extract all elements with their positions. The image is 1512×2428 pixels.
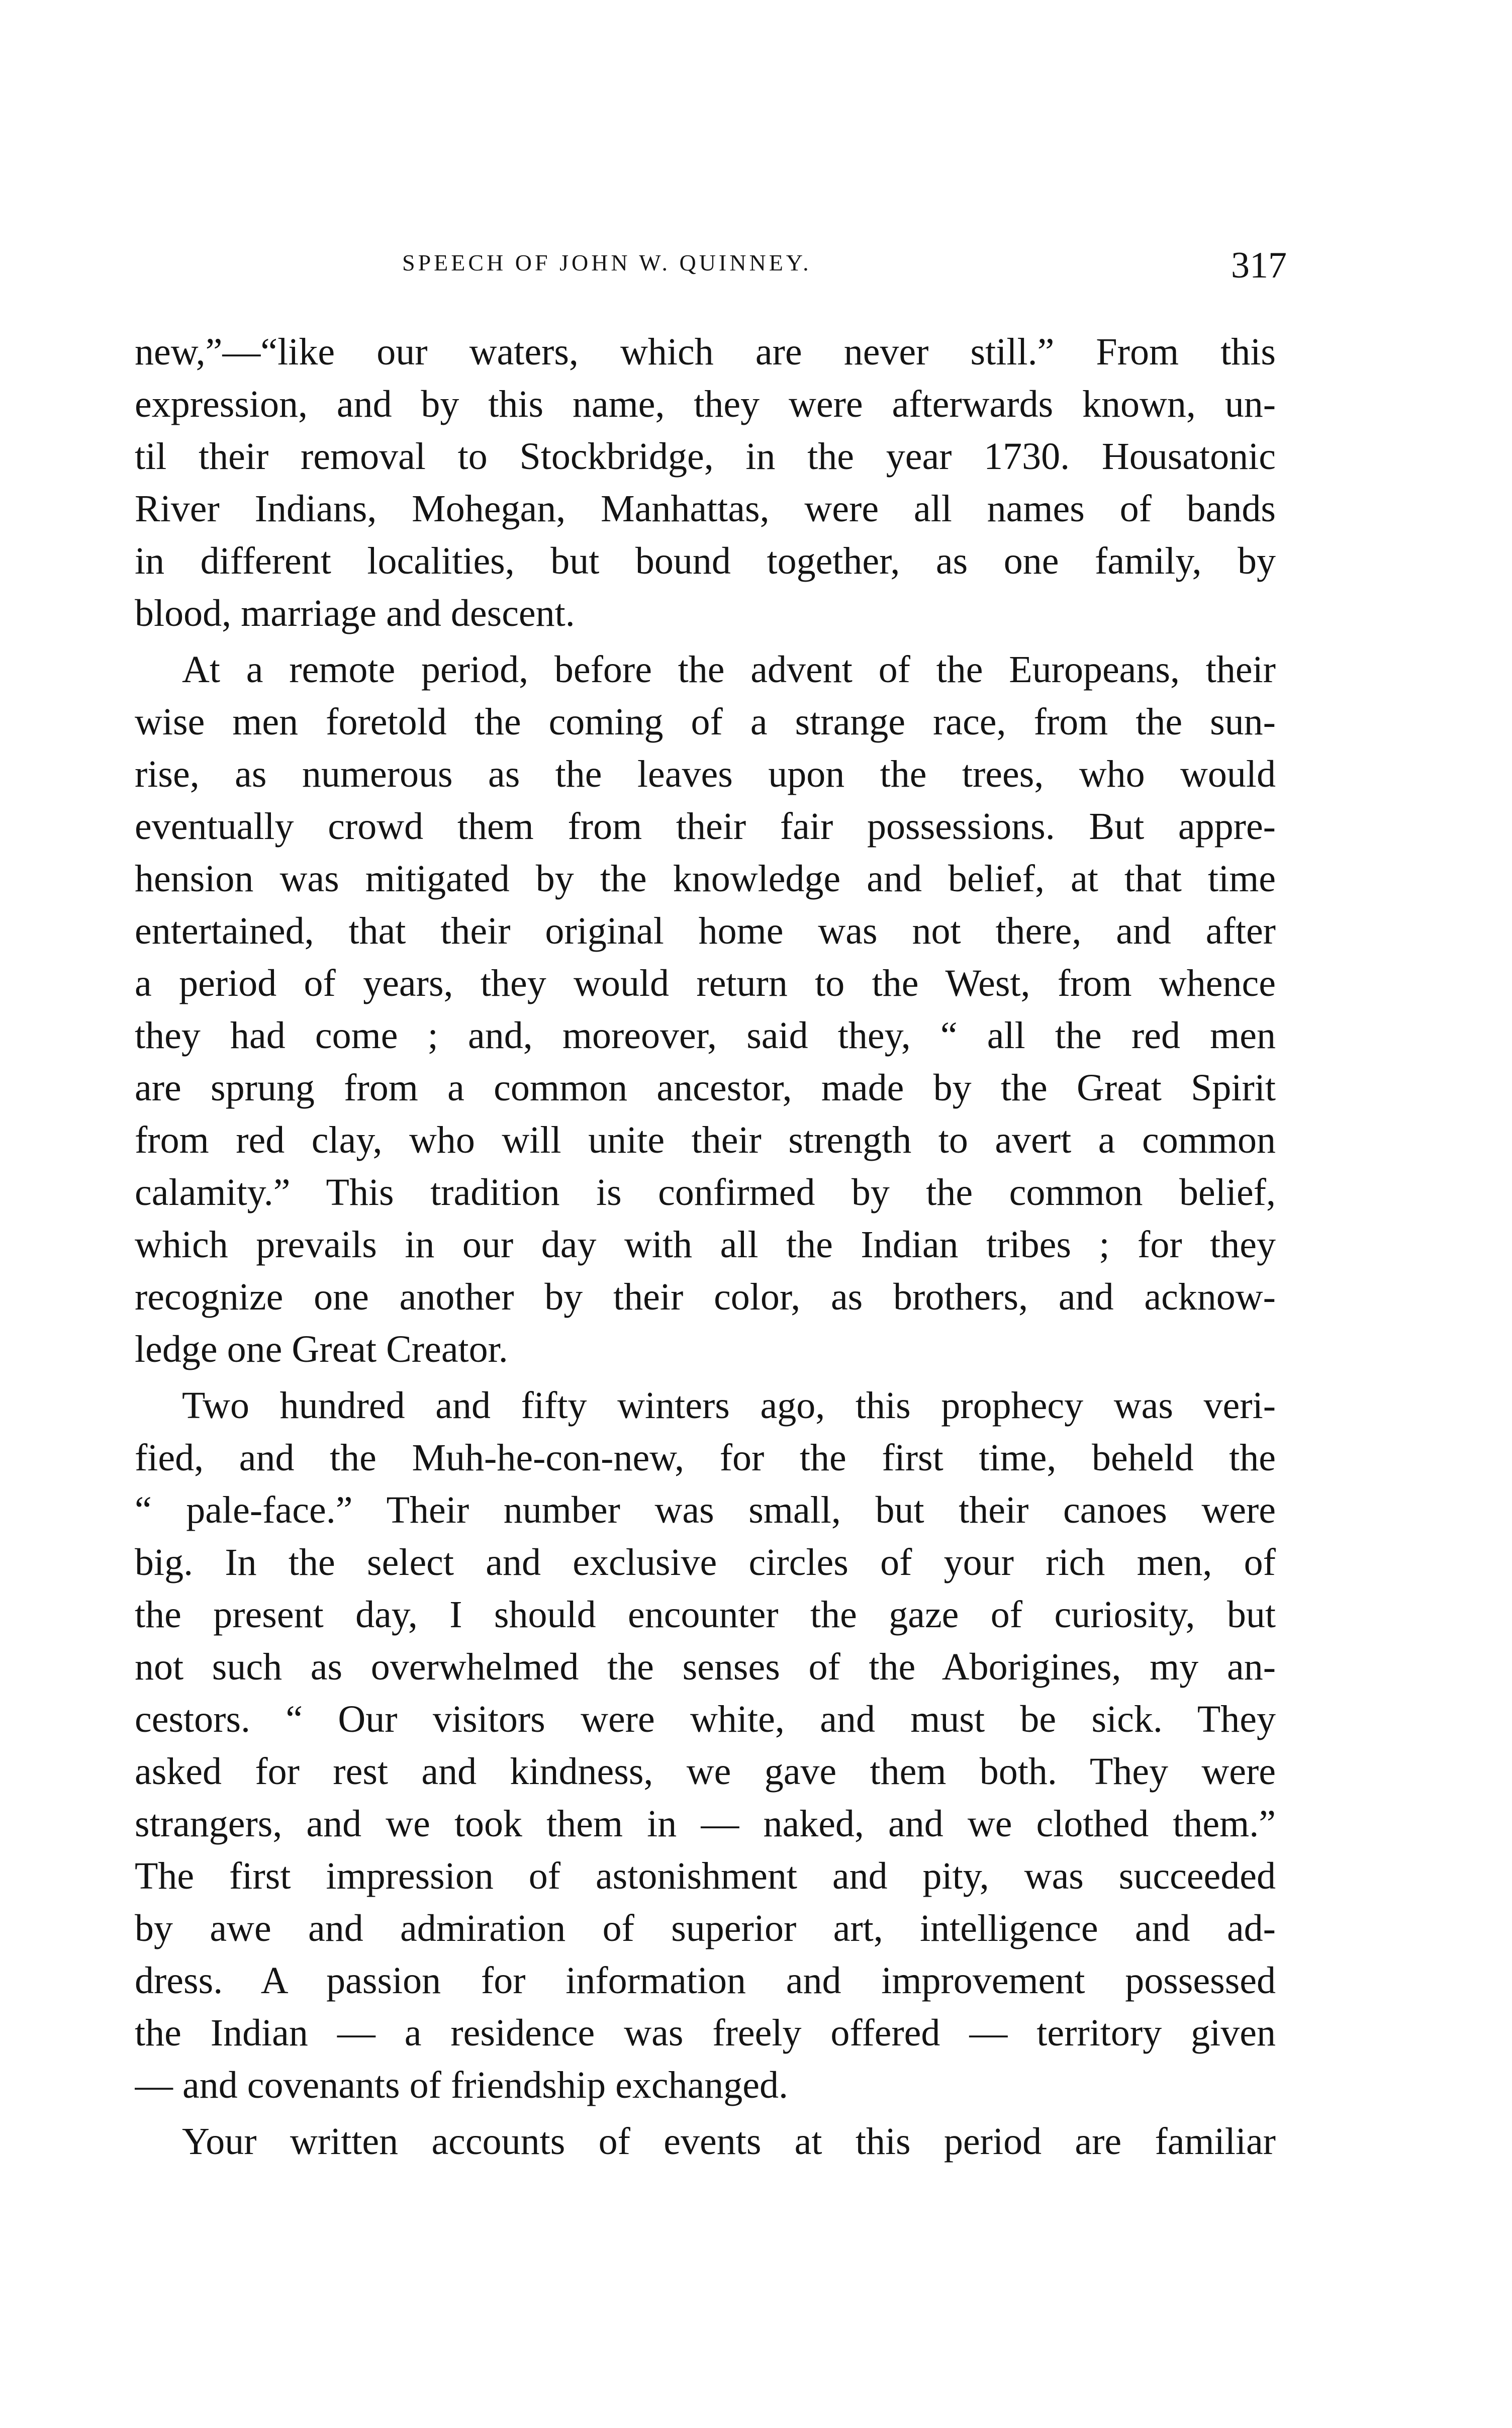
text-line: they had come ; and, moreover, said they, “ all the red men <box>135 1014 1276 1057</box>
text-line: “ pale-face.” Their number was small, but their canoes were <box>135 1489 1276 1531</box>
text-line: a period of years, they would return to the West, from whence <box>135 962 1276 1004</box>
text-line: recognize one another by their color, as brothers, and acknow- <box>135 1276 1276 1318</box>
text-line: blood, marriage and descent. <box>135 592 575 634</box>
running-head <box>131 244 1287 300</box>
text-line: not such as overwhelmed the senses of the Aborigines, my an- <box>135 1646 1276 1688</box>
text-line: asked for rest and kindness, we gave them both. They were <box>135 1750 1276 1793</box>
text-line: new,”—“like our waters, which are never still.” From this <box>135 331 1276 373</box>
text-line: in different localities, but bound together, as one family, by <box>135 540 1276 582</box>
text-line: rise, as numerous as the leaves upon the trees, who would <box>135 753 1276 795</box>
text-line: expression, and by this name, they were afterwards known, un- <box>135 383 1276 425</box>
body-text <box>135 326 1276 2168</box>
paragraph-start-line: Two hundred and fifty winters ago, this prophecy was veri- <box>182 1384 1276 1427</box>
text-line: big. In the select and exclusive circles of your rich men, of <box>135 1541 1276 1583</box>
text-line: ledge one Great Creator. <box>135 1328 508 1370</box>
text-line: — and covenants of friendship exchanged. <box>135 2064 789 2106</box>
page-number: 317 <box>1231 245 1287 286</box>
text-line: eventually crowd them from their fair possessions. But appre- <box>135 805 1276 848</box>
text-line: wise men foretold the coming of a strange race, from the sun- <box>135 701 1276 743</box>
text-line: are sprung from a common ancestor, made by the Great Spirit <box>135 1067 1276 1109</box>
text-line: River Indians, Mohegan, Manhattas, were all names of bands <box>135 488 1276 530</box>
text-line: strangers, and we took them in — naked, and we clothed them.” <box>135 1803 1276 1845</box>
text-line: The first impression of astonishment and pity, was succeeded <box>135 1855 1276 1897</box>
text-line: by awe and admiration of superior art, intelligence and ad- <box>135 1907 1276 1949</box>
text-line: the Indian — a residence was freely offered — territory given <box>135 2012 1276 2054</box>
text-line: which prevails in our day with all the Indian tribes ; for they <box>135 1224 1276 1266</box>
text-line: cestors. “ Our visitors were white, and must be sick. They <box>135 1698 1276 1740</box>
text-line: calamity.” This tradition is confirmed by the common belief, <box>135 1171 1276 1213</box>
text-line: the present day, I should encounter the gaze of curiosity, but <box>135 1594 1276 1636</box>
running-title: SPEECH OF JOHN W. QUINNEY. <box>402 250 812 275</box>
text-line: from red clay, who will unite their strength to avert a common <box>135 1119 1276 1161</box>
text-line: dress. A passion for information and improvement possessed <box>135 1959 1276 2002</box>
paragraph-start-line: At a remote period, before the advent of the Europeans, their <box>182 648 1276 691</box>
text-line: hension was mitigated by the knowledge and belief, at that time <box>135 858 1276 900</box>
text-line: fied, and the Muh-he-con-new, for the first time, beheld the <box>135 1437 1276 1479</box>
text-line: til their removal to Stockbridge, in the year 1730. Housatonic <box>135 435 1276 478</box>
paragraph-start-line: Your written accounts of events at this period are familiar <box>182 2120 1276 2163</box>
text-line: entertained, that their original home was not there, and after <box>135 910 1276 952</box>
